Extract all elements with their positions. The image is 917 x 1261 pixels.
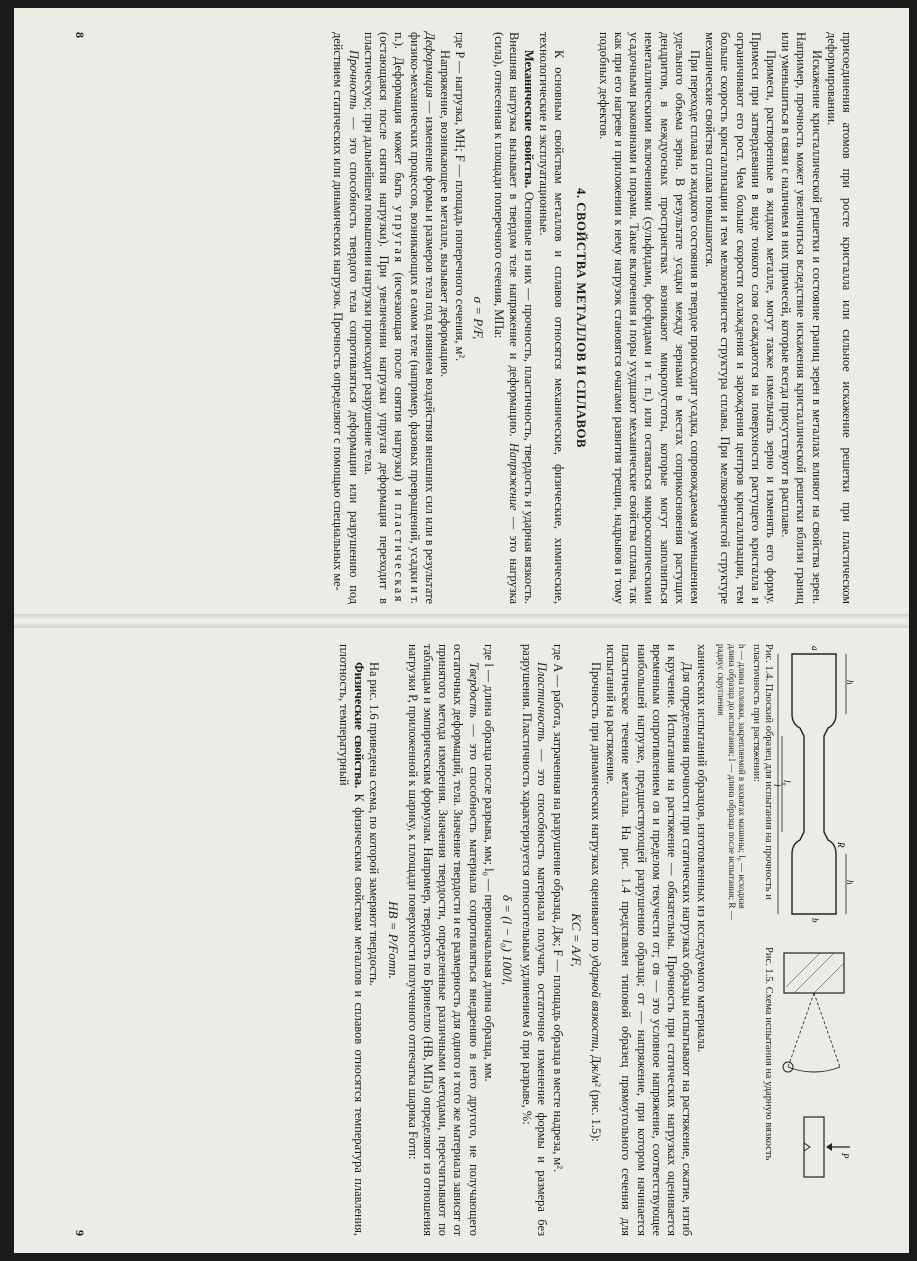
text: (остающаяся после снятия нагрузки). При увеличении нагрузки упругая деформация переходит в пластическую; при дальнейшем повышении нагрузки происходит разрушение тела.	[361, 32, 392, 604]
text: — это нагрузка (сила), отнесенная к площади поперечного сечения, МПа:	[491, 32, 521, 604]
page-8-content	[74, 28, 854, 608]
paragraph: присоединения атомов при росте кристалла или сильное искажение решетки при пластическом деформировании.	[824, 32, 854, 604]
formula-brinell: HB = P/Fотп.	[385, 901, 401, 979]
paragraph: Для определения прочности при статических нагрузках образцы испытывают на растяжение, сжатие, изгиб и кручение. Испытания на растяжение — обязательны. Прочность при статических нагрузках оценивается временным сопротивлением σв и пределом текучести σт; σв — это условное напряжение, соответствующее наибольшей нагрузке, предшествующей разрушению образца; σт — напряжение, при котором начинается пластическое течение металла. На рис. 1.4 представлен типовой образец прямоугольного сечения для испытаний на растяжение.	[604, 644, 695, 1236]
paragraph	[330, 32, 360, 604]
label-l: l	[772, 784, 782, 787]
figure-1-4-caption	[715, 644, 774, 933]
term-elastic: упругая	[392, 205, 407, 265]
label-h2: h	[845, 880, 855, 885]
page-8	[74, 28, 854, 608]
paragraph: ханических испытаний образцов, изготовленных из исследуемого материала.	[695, 644, 710, 1053]
text: Основные из них — прочность, пластичность, твердость и ударная вязкость. Внешняя нагрузка вызывает в твердом теле напряжение и деформацию.	[506, 32, 536, 604]
term-deformation: Деформация	[422, 32, 437, 98]
text: — это способность твердого тела сопротивляться деформации или разрушению под действием статических или динамических нагрузок. Прочность определяют с помощью специальных ме-	[331, 32, 361, 604]
label-l0: l₀	[782, 780, 792, 786]
text: (исчезающая после снятия нагрузки) и	[392, 264, 407, 504]
term-physical: Физические свойства.	[352, 662, 367, 789]
section-heading: 4. СВОЙСТВА МЕТАЛЛОВ И СПЛАВОВ	[573, 187, 588, 449]
paragraph: где A — работа, затраченная на разрушение образца, Дж; F — площадь образца в месте надреза, м².	[550, 644, 565, 1173]
formula-elongation: δ = (l − l₀) 100/l,	[499, 894, 515, 986]
paragraph: где P — нагрузка, МН; F — площадь поперечного сечения, м².	[453, 32, 468, 362]
caption-text: Рис. 1.4. Плоский образец для испытания на прочность и пластичность при растяжении:	[750, 644, 774, 900]
text: , Дж/м² (рис. 1.5):	[588, 1048, 603, 1142]
paragraph	[405, 644, 481, 1236]
paragraph: На рис. 1.6 приведена схема, по которой замеряют твердость.	[367, 662, 382, 986]
figure-1-5	[715, 947, 854, 1236]
tensile-specimen-drawing	[774, 644, 854, 924]
text: — это способность материала получать остаточное изменение формы и размера без разрушения. Пластичность характеризуется относительным удлинением δ при разрыве, %:	[520, 644, 550, 1236]
paragraph	[361, 32, 437, 604]
page-number: 8	[73, 32, 88, 38]
formula-impact: KC = A/F,	[568, 913, 584, 967]
book-gutter	[14, 614, 909, 628]
paragraph: где l — длина образца после разрыва, мм; l₀ — первоначальная длина образца, мм.	[481, 644, 496, 1082]
term-plasticity: Пластичность	[535, 662, 550, 742]
label-P: P	[840, 1153, 850, 1159]
page-number: 9	[73, 1230, 88, 1236]
paragraph: К основным свойствам металлов и сплавов относятся механические, физические, химические, технологические и эксплуатационные.	[537, 32, 567, 604]
paragraph	[519, 644, 549, 1236]
formula-stress: σ = P/F,	[471, 296, 487, 340]
text: — изменение формы и размеров тела под влиянием воздействия внешних сил или в результате физико-механических процессов, возникающих в самом теле (например, фазовых превращений, усадки и т. п.). Деформация может быть	[392, 32, 437, 604]
scanned-spread	[14, 8, 909, 1253]
text: К физическим свойствам металлов и сплавов относятся температура плавления, плотность, температурный	[336, 644, 367, 1237]
paragraph	[490, 32, 536, 604]
impact-test-drawing	[774, 947, 854, 1227]
paragraph: Напряжение, возникающее в металле, вызывает деформацию.	[437, 50, 452, 378]
paragraph: Искажение кристаллической решетки и состояние границ зерен в металлах влияют на свойства зерен. Например, прочность может увеличиться вследствие искажения кристаллической решетки вблизи границ или уменьшиться в связи с наличием в них примесей, которые всегда присутствуют в расплаве.	[779, 32, 824, 604]
figure-row	[715, 644, 854, 1236]
specimen-outline	[792, 654, 836, 914]
label-a: a	[810, 646, 820, 651]
paragraph	[588, 644, 603, 1236]
text: — это способность материала сопротивляться внедрению в него другого, не получающего остаточных деформаций, тела. Значение твердости и ее размерность для одного и того же материала зависят от принятого метода измерения. Значения твердости, определенные различными методами, пересчитывают по таблицам и эмпирическим формулам. Например, твердость по Бринеллю (HB, МПа) определяют из отношения нагрузки P, приложенной к шарику, к площади поверхности полученного отпечатка шарика Fотп:	[405, 644, 481, 1236]
term-stress: Напряжение	[506, 442, 521, 511]
paragraph	[336, 644, 366, 1236]
caption-legend: h — длина головки, закрепляемой в захватах машины; l₀ — исходная длина образца до испытания; l — длина образца после испытания; R — радиус скругления	[716, 644, 748, 920]
figure-1-5-caption: Рис. 1.5. Схема испытания на ударную вязкость	[763, 947, 774, 1161]
figure-1-4	[715, 644, 854, 933]
term-impact: ударной вязкости	[588, 954, 603, 1049]
page-9-content	[74, 640, 854, 1240]
label-h: h	[845, 680, 855, 685]
term-mechanical: Механические свойства.	[521, 50, 536, 189]
term-hardness: Твердость	[466, 662, 481, 718]
page-9	[74, 640, 854, 1240]
term-plastic: пластическая	[392, 503, 407, 604]
term-strength: Прочность	[346, 50, 361, 110]
paragraph: При переходе сплава из жидкого состояния в твердое происходит усадка, сопровождаемая уменьшением удельного объема зерна. В результате усадки между зернами в местах соприкосновения растущих дендритов, в междуосных пространствах возникают микропустоты, которые могут заполниться неметаллическими включениями (сульфидами, фосфидами и т. п.) или оставаться микроскопическими усадочными раковинами и порами. Такие включения и поры ухудшают механические свойства сплава, так как при его нагреве и приложении к нему нагрузок становятся очагами развития трещин, надрывов и тому подобных дефектов.	[596, 32, 702, 604]
label-b: b	[810, 918, 820, 923]
text: Прочность при динамических нагрузках оценивают по	[588, 662, 603, 955]
label-R: R	[836, 842, 846, 848]
paragraph: Примеси, растворенные в жидком металле, могут также измельчать зерно и изменять его форму. Примеси при затвердевании в виде тонкого слоя осаждаются на поверхности растущего кристалла и ограничивают его рост. Чем больше скорости охлаждения и зарождения центров кристаллизации, тем больше скорость кристаллизации и тем мелкозернистее структура сплава. При мелкозернистой структуре механические свойства сплава повышаются.	[703, 32, 778, 604]
